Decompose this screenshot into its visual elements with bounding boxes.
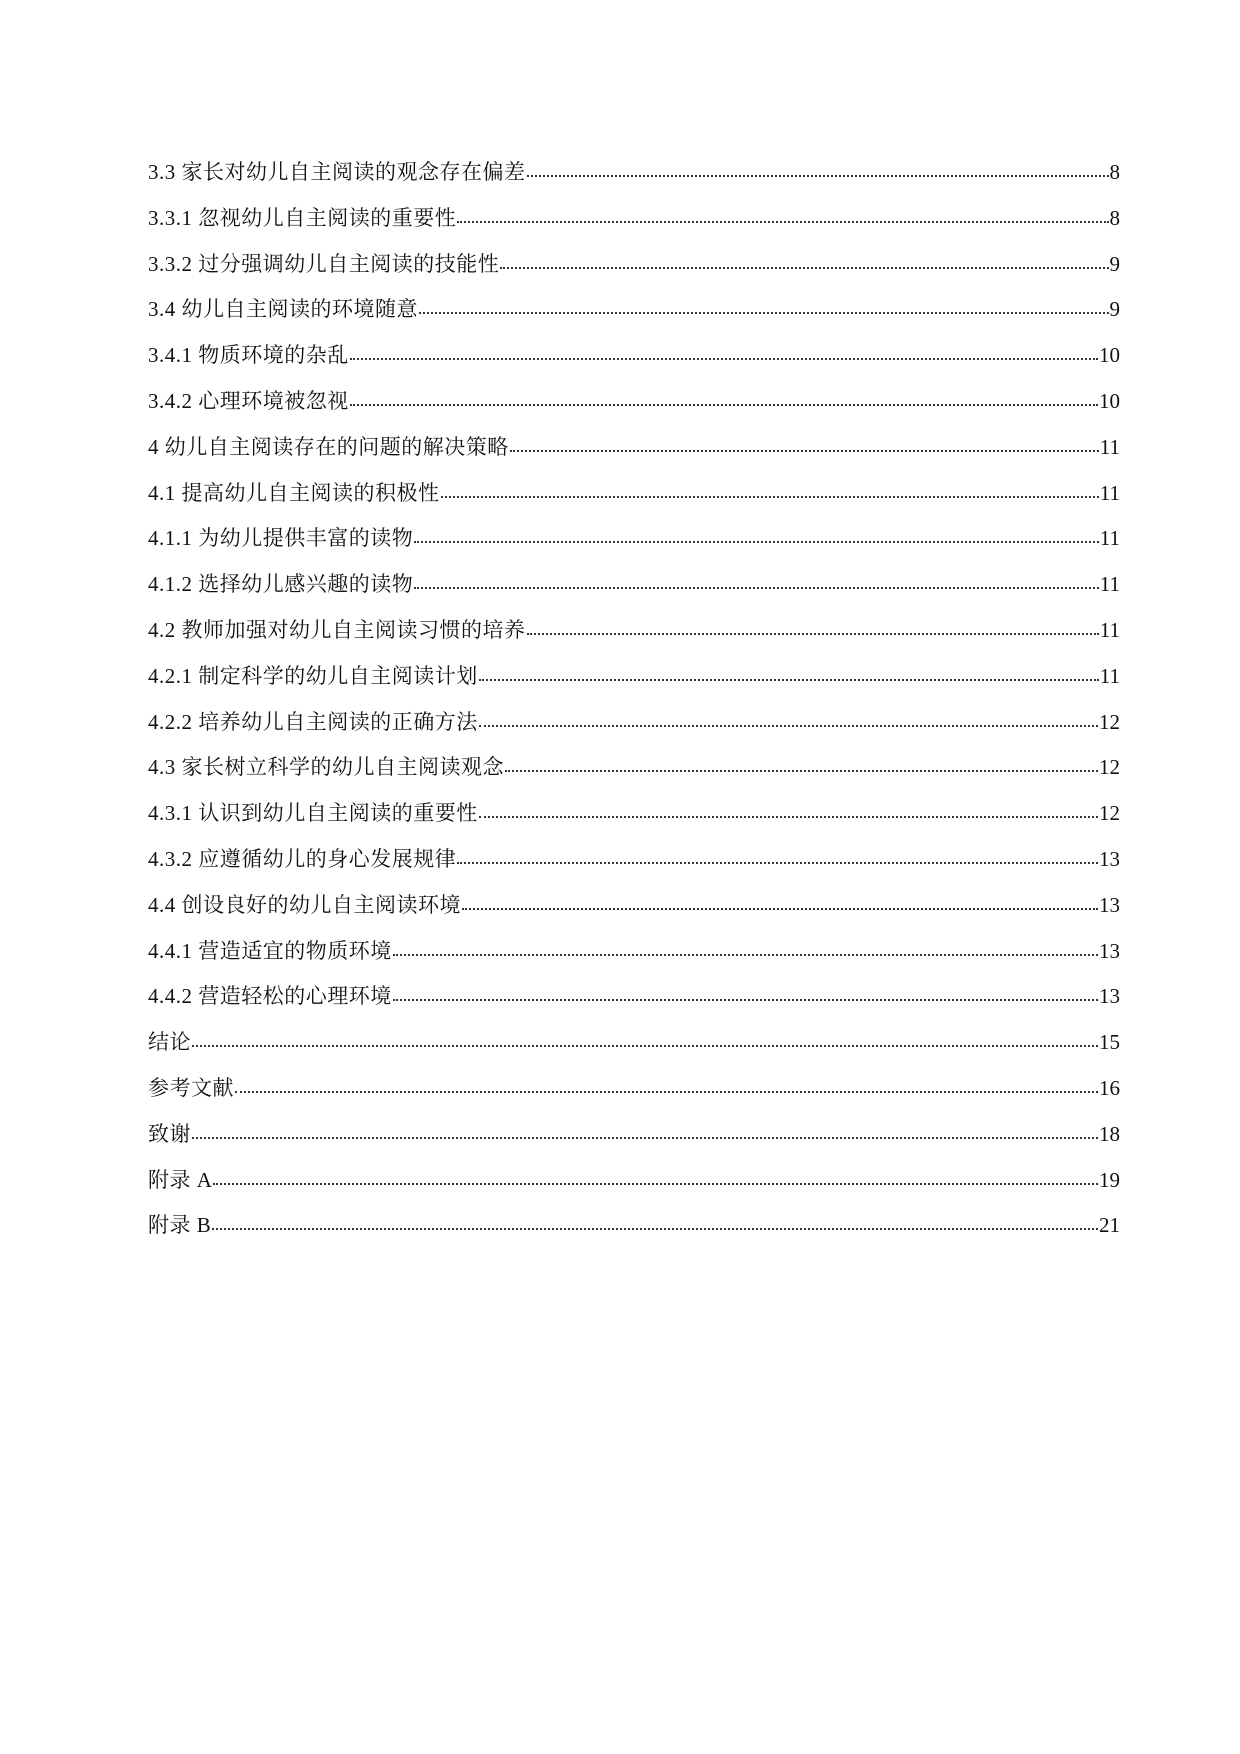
dot-leader bbox=[192, 1027, 1098, 1049]
dot-leader bbox=[510, 432, 1099, 454]
toc-entry-title: 4 幼儿自主阅读存在的问题的解决策略 bbox=[148, 434, 509, 459]
toc-entry-page: 13 bbox=[1099, 984, 1120, 1009]
toc-entry[interactable] bbox=[148, 1026, 1120, 1072]
toc-entry-page: 13 bbox=[1099, 892, 1120, 917]
toc-entry-page: 13 bbox=[1099, 938, 1120, 963]
toc-entry-title: 附录 B bbox=[148, 1213, 212, 1238]
dot-leader bbox=[350, 340, 1098, 362]
toc-entry-page: 10 bbox=[1099, 388, 1120, 413]
toc-entry-page: 13 bbox=[1099, 846, 1120, 871]
toc-entry[interactable] bbox=[148, 614, 1120, 660]
toc-entry-page: 9 bbox=[1109, 297, 1120, 322]
dot-leader bbox=[414, 569, 1099, 591]
dot-leader bbox=[393, 936, 1098, 958]
toc-entry[interactable] bbox=[148, 1072, 1120, 1118]
dot-leader bbox=[419, 294, 1109, 316]
toc-entry[interactable] bbox=[148, 385, 1120, 431]
toc-entry[interactable] bbox=[148, 1209, 1120, 1255]
dot-leader bbox=[441, 478, 1099, 500]
toc-entry-title: 4.3.1 认识到幼儿自主阅读的重要性 bbox=[148, 801, 478, 826]
toc-entry-title: 4.1.2 选择幼儿感兴趣的读物 bbox=[148, 572, 414, 597]
toc-entry-page: 12 bbox=[1099, 755, 1120, 780]
toc-entry-title: 3.4 幼儿自主阅读的环境随意 bbox=[148, 297, 418, 322]
toc-entry[interactable] bbox=[148, 797, 1120, 843]
toc-entry-title: 4.2 教师加强对幼儿自主阅读习惯的培养 bbox=[148, 617, 526, 642]
toc-entry[interactable] bbox=[148, 706, 1120, 752]
dot-leader bbox=[212, 1210, 1098, 1232]
toc-entry-title: 3.3 家长对幼儿自主阅读的观念存在偏差 bbox=[148, 160, 526, 184]
dot-leader bbox=[350, 386, 1098, 408]
toc-entry-page: 11 bbox=[1099, 617, 1120, 642]
toc-entry[interactable] bbox=[148, 248, 1120, 294]
toc-entry[interactable] bbox=[148, 568, 1120, 614]
dot-leader bbox=[213, 1165, 1098, 1187]
toc-entry[interactable] bbox=[148, 431, 1120, 477]
toc-entry-title: 结论 bbox=[148, 1030, 191, 1055]
toc-entry-page: 11 bbox=[1099, 480, 1120, 505]
toc-entry[interactable] bbox=[148, 522, 1120, 568]
toc-entry-page: 16 bbox=[1099, 1075, 1120, 1100]
toc-entry[interactable] bbox=[148, 1118, 1120, 1164]
toc-entry[interactable] bbox=[148, 156, 1120, 202]
toc-entry-title: 参考文献 bbox=[148, 1075, 234, 1100]
dot-leader bbox=[457, 844, 1098, 866]
toc-entry-page: 19 bbox=[1099, 1167, 1120, 1192]
toc-entry-title: 3.4.2 心理环境被忽视 bbox=[148, 388, 349, 413]
toc-entry-title: 4.2.1 制定科学的幼儿自主阅读计划 bbox=[148, 663, 478, 688]
toc-entry-title: 4.4.2 营造轻松的心理环境 bbox=[148, 984, 392, 1009]
toc-entry-page: 12 bbox=[1099, 709, 1120, 734]
toc-entry[interactable] bbox=[148, 202, 1120, 248]
toc-entry[interactable] bbox=[148, 477, 1120, 523]
toc-entry-title: 4.4 创设良好的幼儿自主阅读环境 bbox=[148, 892, 461, 917]
dot-leader bbox=[414, 523, 1099, 545]
dot-leader bbox=[527, 157, 1109, 179]
toc-entry-title: 3.4.1 物质环境的杂乱 bbox=[148, 343, 349, 368]
toc-entry-title: 3.3.1 忽视幼儿自主阅读的重要性 bbox=[148, 205, 457, 230]
toc-entry-title: 3.3.2 过分强调幼儿自主阅读的技能性 bbox=[148, 251, 500, 276]
toc-entry[interactable] bbox=[148, 935, 1120, 981]
toc-entry-title: 4.1.1 为幼儿提供丰富的读物 bbox=[148, 526, 414, 551]
toc-entry-page: 8 bbox=[1109, 160, 1120, 184]
toc-entry[interactable] bbox=[148, 660, 1120, 706]
toc-entry-title: 致谢 bbox=[148, 1121, 191, 1146]
dot-leader bbox=[505, 752, 1098, 774]
toc-entry-title: 附录 A bbox=[148, 1167, 213, 1192]
dot-leader bbox=[457, 203, 1108, 225]
toc-entry-page: 11 bbox=[1099, 434, 1120, 459]
dot-leader bbox=[235, 1073, 1098, 1095]
toc-entry-title: 4.4.1 营造适宜的物质环境 bbox=[148, 938, 392, 963]
toc-entry[interactable] bbox=[148, 980, 1120, 1026]
toc-entry-page: 9 bbox=[1109, 251, 1120, 276]
dot-leader bbox=[479, 707, 1098, 729]
toc-entry-page: 11 bbox=[1099, 572, 1120, 597]
toc-entry-title: 4.1 提高幼儿自主阅读的积极性 bbox=[148, 480, 440, 505]
dot-leader bbox=[479, 661, 1099, 683]
toc-entry-page: 11 bbox=[1099, 663, 1120, 688]
toc-entry-page: 11 bbox=[1099, 526, 1120, 551]
toc-entry-page: 21 bbox=[1099, 1213, 1120, 1238]
dot-leader bbox=[393, 981, 1098, 1003]
toc-entry[interactable] bbox=[148, 843, 1120, 889]
dot-leader bbox=[479, 798, 1098, 820]
table-of-contents bbox=[148, 156, 1120, 1255]
toc-entry[interactable] bbox=[148, 751, 1120, 797]
toc-entry-page: 12 bbox=[1099, 801, 1120, 826]
toc-entry-page: 18 bbox=[1099, 1121, 1120, 1146]
dot-leader bbox=[527, 615, 1099, 637]
toc-entry-title: 4.3.2 应遵循幼儿的身心发展规律 bbox=[148, 846, 457, 871]
toc-entry-page: 15 bbox=[1099, 1030, 1120, 1055]
toc-entry[interactable] bbox=[148, 889, 1120, 935]
dot-leader bbox=[500, 249, 1108, 271]
toc-entry[interactable] bbox=[148, 1164, 1120, 1210]
toc-entry[interactable] bbox=[148, 293, 1120, 339]
toc-entry-title: 4.2.2 培养幼儿自主阅读的正确方法 bbox=[148, 709, 478, 734]
toc-entry[interactable] bbox=[148, 339, 1120, 385]
toc-entry-page: 8 bbox=[1109, 205, 1120, 230]
dot-leader bbox=[192, 1119, 1098, 1141]
dot-leader bbox=[462, 890, 1098, 912]
toc-entry-page: 10 bbox=[1099, 343, 1120, 368]
toc-entry-title: 4.3 家长树立科学的幼儿自主阅读观念 bbox=[148, 755, 504, 780]
